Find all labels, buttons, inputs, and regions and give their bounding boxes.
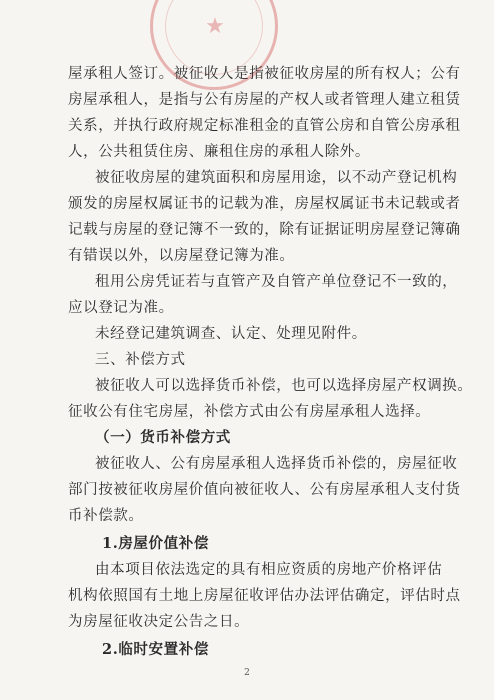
item-heading: 1.房屋价值补偿: [102, 535, 209, 552]
paragraph-line: 被征收人、公有房屋承租人选择货币补偿的，房屋征收: [95, 456, 458, 472]
paragraph-line: 记载与房屋的登记簿不一致的，除有证据证明房屋登记簿确: [68, 222, 461, 238]
paragraph-line: 部门按被征收房屋价值向被征收人、公有房屋承租人支付货: [68, 482, 461, 498]
paragraph-line: 有错误以外，以房屋登记簿为准。: [68, 248, 295, 264]
paragraph-line: 未经登记建筑调查、认定、处理见附件。: [95, 326, 367, 342]
page-number: 2: [244, 668, 250, 678]
paragraph-line: 颁发的房屋权属证书的记载为准，房屋权属证书未记载或者: [68, 196, 461, 212]
paragraph-line: 房屋承租人，是指与公有房屋的产权人或者管理人建立租赁: [68, 92, 461, 108]
paragraph-line: 征收公有住宅房屋，补偿方式由公有房屋承租人选择。: [68, 404, 431, 420]
paragraph-line: 为房屋征收决定公告之日。: [68, 614, 250, 630]
paragraph-line: 应以登记为准。: [68, 300, 174, 316]
paragraph-line: 由本项目依法选定的具有相应资质的房地产价格评估: [95, 562, 443, 578]
section-heading: 三、补偿方式: [95, 352, 186, 368]
paragraph-line: 币补偿款。: [68, 508, 144, 524]
paragraph-line: 屋承租人签订。被征收人是指被征收房屋的所有权人；公有: [68, 66, 461, 82]
subsection-heading: （一）货币补偿方式: [95, 429, 231, 446]
seal-star-icon: ★: [205, 14, 225, 39]
paragraph-line: 关系，并执行政府规定标准租金的直管公房和自管公房承租: [68, 118, 461, 134]
paragraph-line: 租用公房凭证若与直管产及自管产单位登记不一致的，: [95, 274, 458, 290]
paragraph-line: 被征收房屋的建筑面积和房屋用途，以不动产登记机构: [95, 170, 458, 186]
paragraph-line: 人，公共租赁住房、廉租住房的承租人除外。: [68, 144, 370, 160]
paragraph-line: 被征收人可以选择货币补偿，也可以选择房屋产权调换。: [95, 378, 473, 394]
item-heading: 2.临时安置补偿: [102, 641, 209, 658]
paragraph-line: 机构依照国有土地上房屋征收评估办法评估确定，评估时点: [68, 588, 461, 604]
